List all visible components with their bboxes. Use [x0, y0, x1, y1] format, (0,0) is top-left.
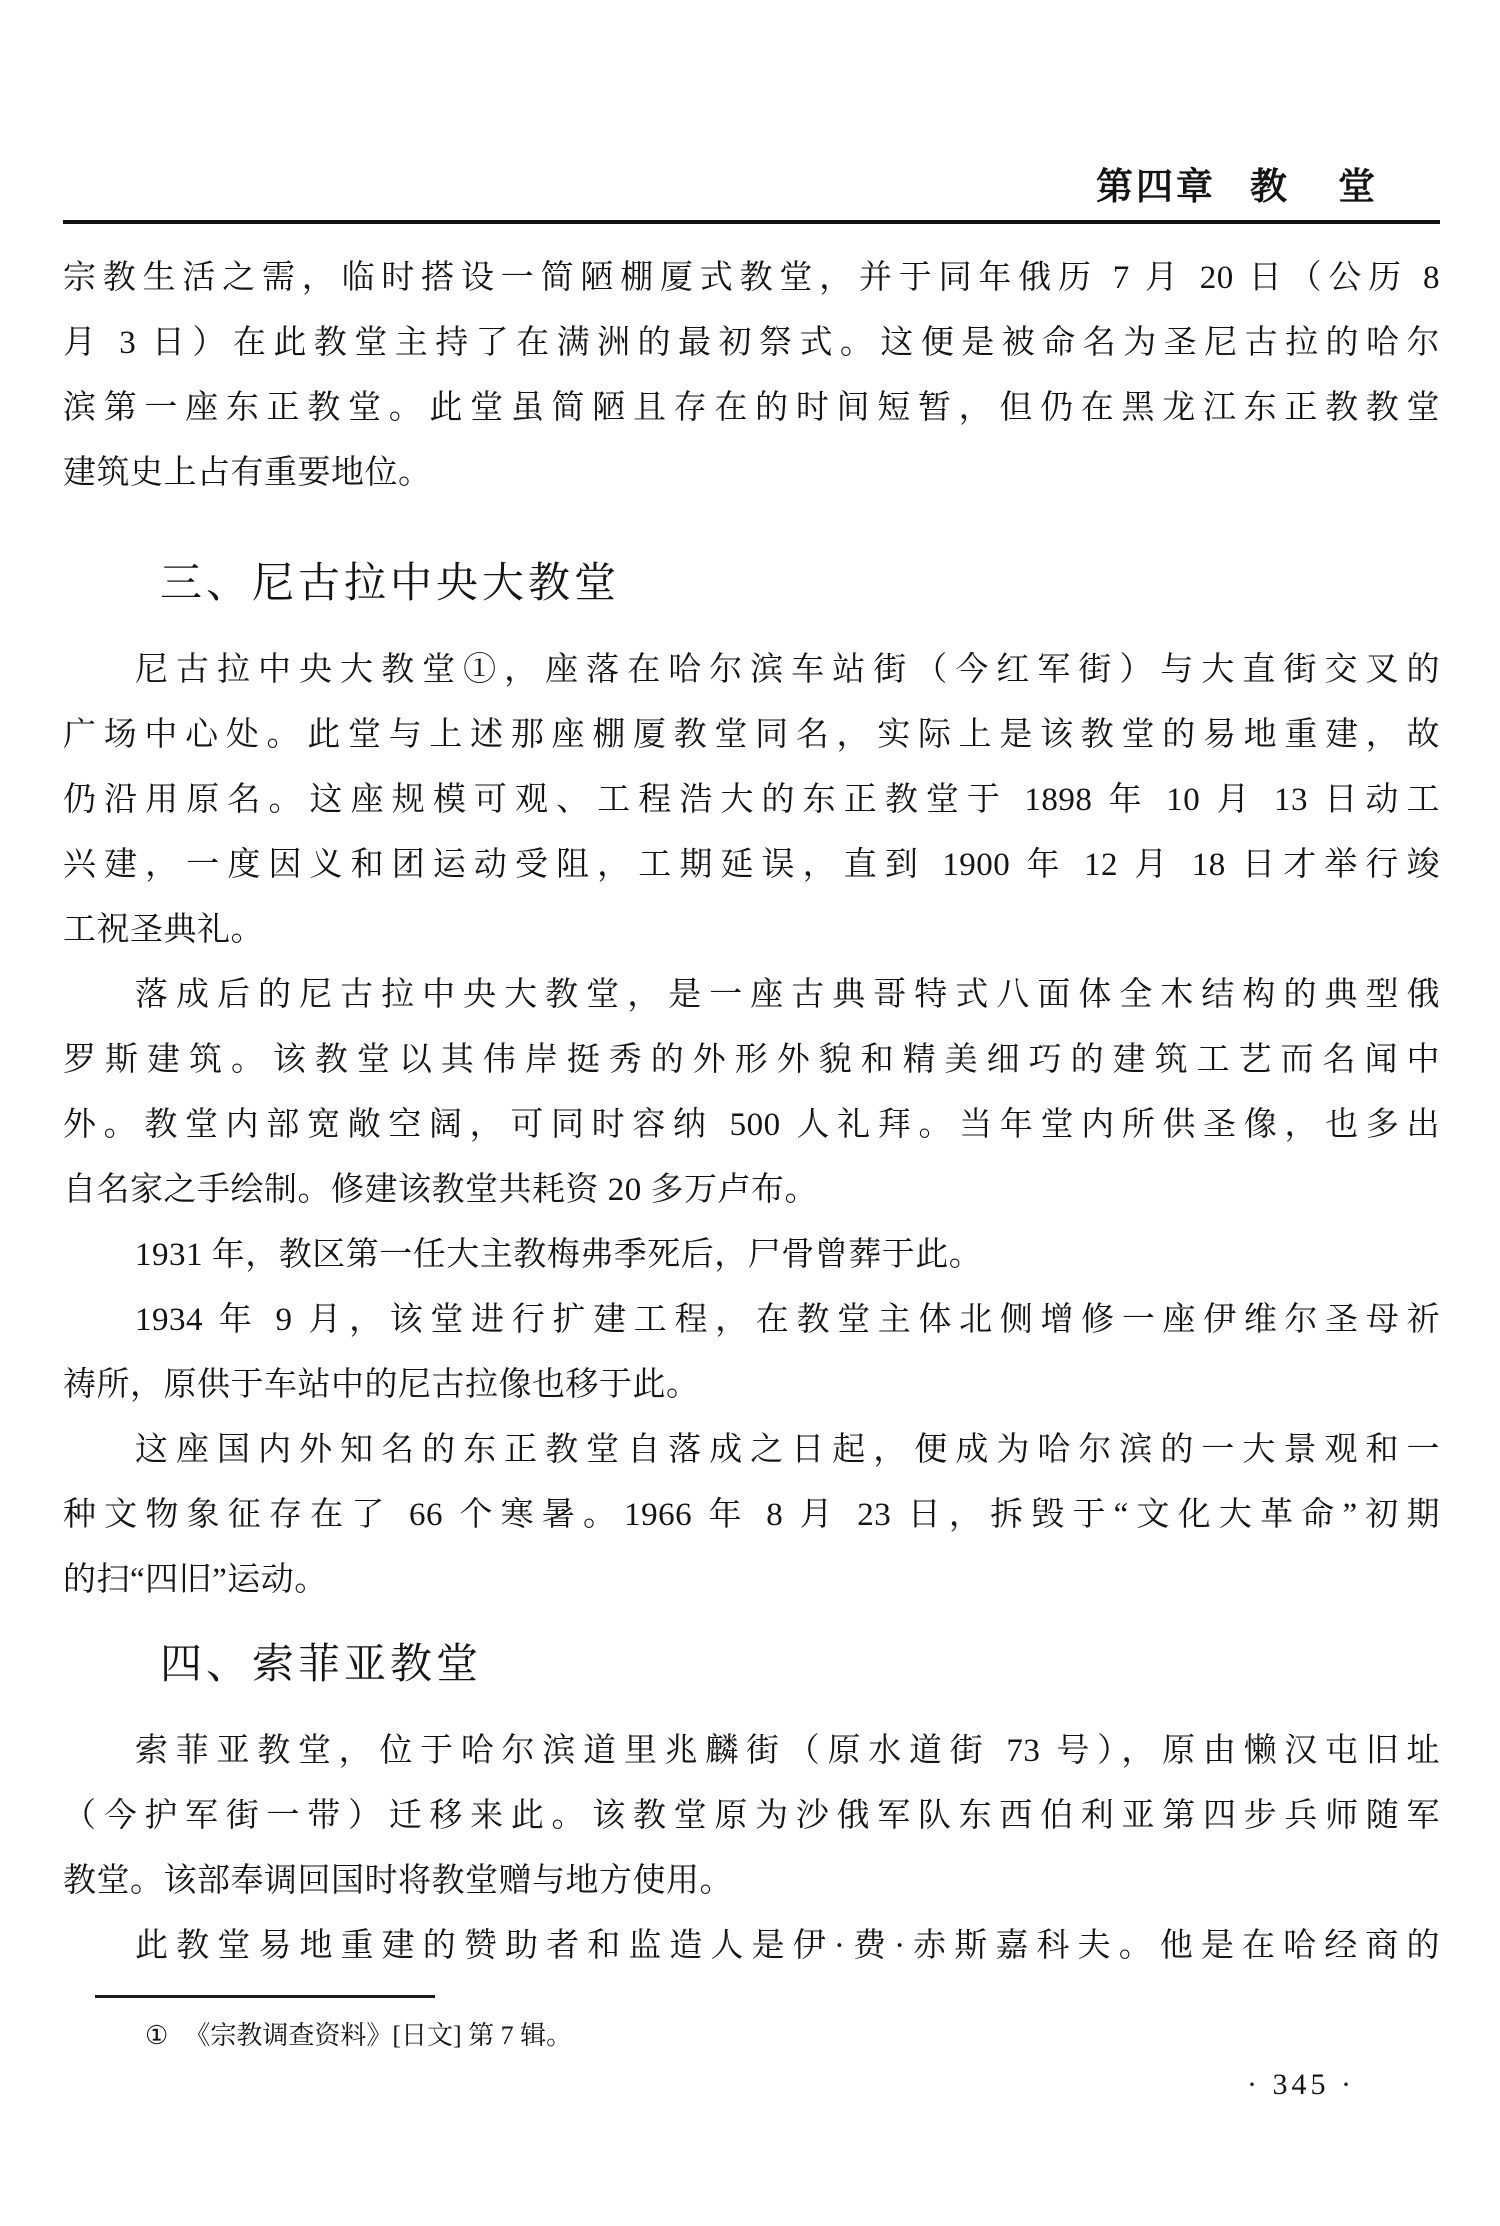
- chapter-label: 第四章: [1096, 167, 1216, 208]
- text-line: 罗斯建筑。该教堂以其伟岸挺秀的外形外貌和精美细巧的建筑工艺而名闻中: [63, 1042, 1440, 1078]
- paragraph-cathedral-location: [63, 638, 1440, 963]
- paragraph-1934-expansion: [63, 1288, 1440, 1418]
- text-line: （今护军街一带）迁移来此。该教堂原为沙俄军队东西伯利亚第四步兵师随军: [63, 1798, 1440, 1834]
- text-line: 1931 年，教区第一任大主教梅弗季死后，尸骨曾葬于此。: [135, 1237, 983, 1273]
- running-head: [63, 0, 1440, 208]
- paragraph-sophia-sponsor: [63, 1914, 1440, 1979]
- footnote-marker: ①: [145, 2021, 169, 2050]
- section-heading-nicholas-cathedral: 三、尼古拉中央大教堂: [160, 561, 621, 607]
- section-heading-sophia-church: 四、索菲亚教堂: [160, 1642, 483, 1688]
- text-line: 教堂。该部奉调回国时将教堂赠与地方使用。: [63, 1863, 733, 1899]
- text-line: 索菲亚教堂，位于哈尔滨道里兆麟街（原水道街 73 号），原由懒汉屯旧址: [135, 1733, 1440, 1769]
- text-line: 月 3 日）在此教堂主持了在满洲的最初祭式。这便是被命名为圣尼古拉的哈尔: [63, 325, 1440, 361]
- text-line: 工祝圣典礼。: [63, 912, 264, 948]
- text-line: 宗教生活之需，临时搭设一简陋棚厦式教堂，并于同年俄历 7 月 20 日（公历 8: [63, 260, 1440, 296]
- text-line: 种文物象征存在了 66 个寒暑。1966 年 8 月 23 日，拆毁于“文化大革命”初期: [63, 1497, 1440, 1533]
- paragraph-intro: [63, 246, 1440, 506]
- text-line: 外。教堂内部宽敞空阔，可同时容纳 500 人礼拜。当年堂内所供圣像，也多出: [63, 1107, 1440, 1143]
- text-line: 仍沿用原名。这座规模可观、工程浩大的东正教堂于 1898 年 10 月 13 日动工: [63, 782, 1441, 818]
- chapter-title-word: 教: [1250, 167, 1290, 208]
- text-line: 这座国内外知名的东正教堂自落成之日起，便成为哈尔滨的一大景观和一: [135, 1432, 1440, 1468]
- header-rule: [63, 220, 1440, 224]
- footnote: [63, 2018, 1440, 2054]
- page-number: · 345 ·: [1247, 2068, 1355, 2101]
- paragraph-sophia-location: [63, 1719, 1440, 1914]
- text-line: 落成后的尼古拉中央大教堂，是一座古典哥特式八面体全木结构的典型俄: [135, 977, 1440, 1013]
- text-line: 的扫“四旧”运动。: [63, 1562, 328, 1598]
- chapter-title-word: 堂: [1338, 167, 1378, 208]
- footnote-divider: [95, 1995, 435, 1998]
- text-line: 建筑史上占有重要地位。: [63, 455, 432, 491]
- text-line: 兴建，一度因义和团运动受阻，工期延误，直到 1900 年 12 月 18 日才举行竣: [63, 847, 1440, 883]
- text-line: 滨第一座东正教堂。此堂虽简陋且存在的时间短暂，但仍在黑龙江东正教教堂: [63, 390, 1440, 426]
- footnote-text: 《宗教调查资料》[日文] 第 7 辑。: [184, 2021, 573, 2050]
- text-line: 祷所，原供于车站中的尼古拉像也移于此。: [63, 1367, 700, 1403]
- text-line: 尼古拉中央大教堂①，座落在哈尔滨车站街（今红军街）与大直街交叉的: [135, 652, 1440, 688]
- text-line: 广场中心处。此堂与上述那座棚厦教堂同名，实际上是该教堂的易地重建，故: [63, 717, 1440, 753]
- paragraph-cathedral-architecture: [63, 963, 1440, 1223]
- paragraph-1931: [63, 1223, 1440, 1288]
- text-line: 自名家之手绘制。修建该教堂共耗资 20 多万卢布。: [63, 1172, 818, 1208]
- text-line: 1934 年 9 月，该堂进行扩建工程，在教堂主体北侧增修一座伊维尔圣母祈: [135, 1302, 1440, 1338]
- text-line: 此教堂易地重建的赞助者和监造人是伊·费·赤斯嘉科夫。他是在哈经商的: [135, 1928, 1440, 1964]
- paragraph-demolition: [63, 1418, 1440, 1613]
